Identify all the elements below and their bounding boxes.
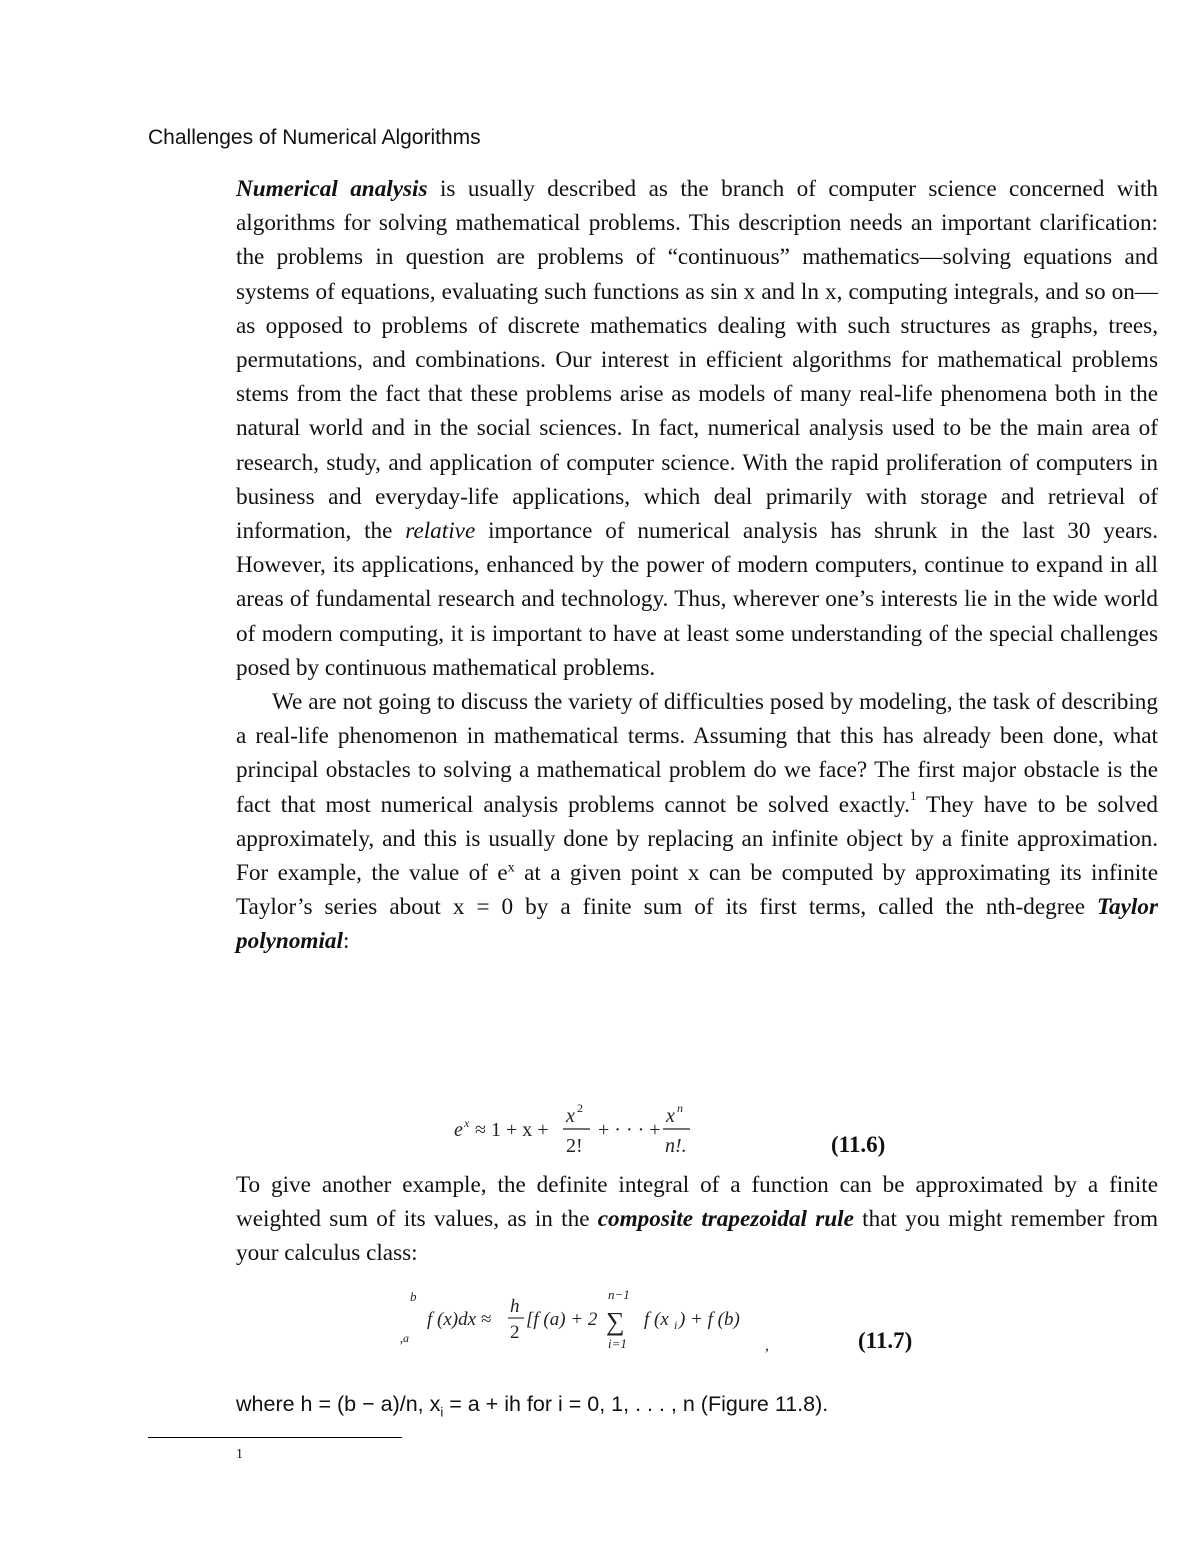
eq-subscript-i: i xyxy=(674,1318,678,1332)
equation-11-6 xyxy=(0,1100,1200,1162)
eq-numerator-1: x xyxy=(566,1105,575,1127)
paragraph-numerical-analysis xyxy=(236,172,1158,685)
sum-upper-limit: n−1 xyxy=(608,1287,630,1302)
sum-lower-limit: i=1 xyxy=(608,1336,627,1351)
exponent-x: x xyxy=(507,860,515,876)
eq-lhs: e xyxy=(454,1119,463,1141)
equation-number: (11.7) xyxy=(858,1328,913,1353)
section-heading: Challenges of Numerical Algorithms xyxy=(148,126,481,149)
emphasis-relative: relative xyxy=(405,518,476,545)
definition-subscript: i xyxy=(440,1404,444,1420)
paragraph-text: is usually described as the branch of computer science concerned with algorithms for solving mathematical problems. This description needs an important clarification: the problems in question are problems of “continuous” mathematics—solving equations and systems of equations, evaluating such functions as sin x and ln x, computing integrals, and so on—as opposed to problems of discrete mathematics dealing with such structures as graphs, trees, permutations, and combinations. Our interest in efficient algorithms for mathematical problems stems from the fact that these problems arise as models of many real-life phenomena both in the natural world and in the social sciences. In fact, numerical analysis used to be the main area of research, study, and application of computer science. With the rapid proliferation of computers in business and everyday-life applications, which deal primarily with storage and retrieval of information, the xyxy=(236,176,1158,545)
paragraph-text: To give another example, the definite integral of a function can be approximated by a finite weighted sum of its values, as in the xyxy=(236,1172,1158,1233)
integral-upper-limit: b xyxy=(410,1289,417,1304)
taylor-polynomial-formula xyxy=(0,1100,1200,1162)
term-numerical-analysis: Numerical analysis xyxy=(236,176,428,202)
equation-11-7 xyxy=(0,1284,1200,1368)
eq-approx-terms: ≈ 1 + x + xyxy=(475,1119,549,1141)
paragraph-trapezoidal xyxy=(236,1168,1158,1271)
footnote-marker: 1 xyxy=(236,1447,243,1462)
footnote-reference[interactable]: 1 xyxy=(909,787,917,803)
eq-integrand: f (x)dx ≈ xyxy=(427,1309,492,1330)
eq-ellipsis-terms: + · · · + xyxy=(598,1119,661,1141)
integral-sign: ʼ xyxy=(398,1339,403,1354)
paragraph-text: We are not going to discuss the variety of difficulties posed by modeling, the task of describing a real-life phenomenon in mathematical terms. Assuming that this has already been done, what principal obstacles to solving a mathematical problem do we face? The first major obstacle is the fact that most numerical analysis problems cannot be solved exactly. xyxy=(236,689,1158,818)
definition-line xyxy=(236,1392,828,1419)
paragraph-text: at a given point x can be computed by approximating its infinite Taylor’s series about x = 0 by a finite sum of its first terms, called the nth-degree xyxy=(236,860,1158,921)
eq-numerator-1-exponent: 2 xyxy=(577,1101,583,1115)
equation-number: (11.6) xyxy=(831,1132,886,1157)
term-composite-trapezoidal-rule: composite trapezoidal rule xyxy=(597,1206,854,1233)
eq-trailing-comma: , xyxy=(765,1337,769,1354)
paragraph-text: : xyxy=(342,928,350,955)
paragraph-obstacles xyxy=(236,685,1158,959)
trapezoidal-rule-formula xyxy=(0,1284,1200,1368)
eq-denominator-2: n!. xyxy=(665,1135,687,1157)
eq-closing-term: ) + f (b) xyxy=(679,1309,740,1330)
eq-lhs-exponent: x xyxy=(464,1116,470,1130)
paragraph-text: importance of numerical analysis has shrunk in the last 30 years. However, its applications, enhanced by the power of modern computers, continue to expand in all areas of fundamental research and technology. Thus, wherever one’s interests lie in the wide world of modern computing, it is important to have at least some understanding of the special challenges posed by continuous mathematical problems. xyxy=(236,518,1158,681)
eq-two: 2 xyxy=(510,1322,520,1343)
body-text xyxy=(236,172,1158,959)
sum-sign: ∑ xyxy=(606,1307,625,1336)
eq-denominator-1: 2! xyxy=(566,1135,583,1157)
eq-sum-term: f (x xyxy=(644,1309,669,1330)
paragraph-text: that you might remember from your calculus class: xyxy=(236,1206,1158,1267)
footnote-separator xyxy=(148,1437,402,1438)
definition-text: where h = (b − a)/n, x xyxy=(236,1392,441,1416)
paragraph-text: They have to be solved approximately, and this is usually done by replacing an infinite object by a finite approximation. For example, the value of e xyxy=(236,791,1158,887)
term-taylor-polynomial: Taylor polynomial xyxy=(236,894,1158,955)
definition-text: = a + ih for i = 0, 1, . . . , n (Figure 11.8). xyxy=(443,1392,829,1416)
integral-lower-limit: a xyxy=(403,1331,409,1345)
body-text-continued xyxy=(236,1168,1158,1271)
eq-h: h xyxy=(510,1296,520,1317)
eq-numerator-2-exponent: n xyxy=(677,1101,683,1115)
eq-bracket-term: [f (a) + 2 xyxy=(526,1309,598,1330)
eq-numerator-2: x xyxy=(666,1105,675,1127)
